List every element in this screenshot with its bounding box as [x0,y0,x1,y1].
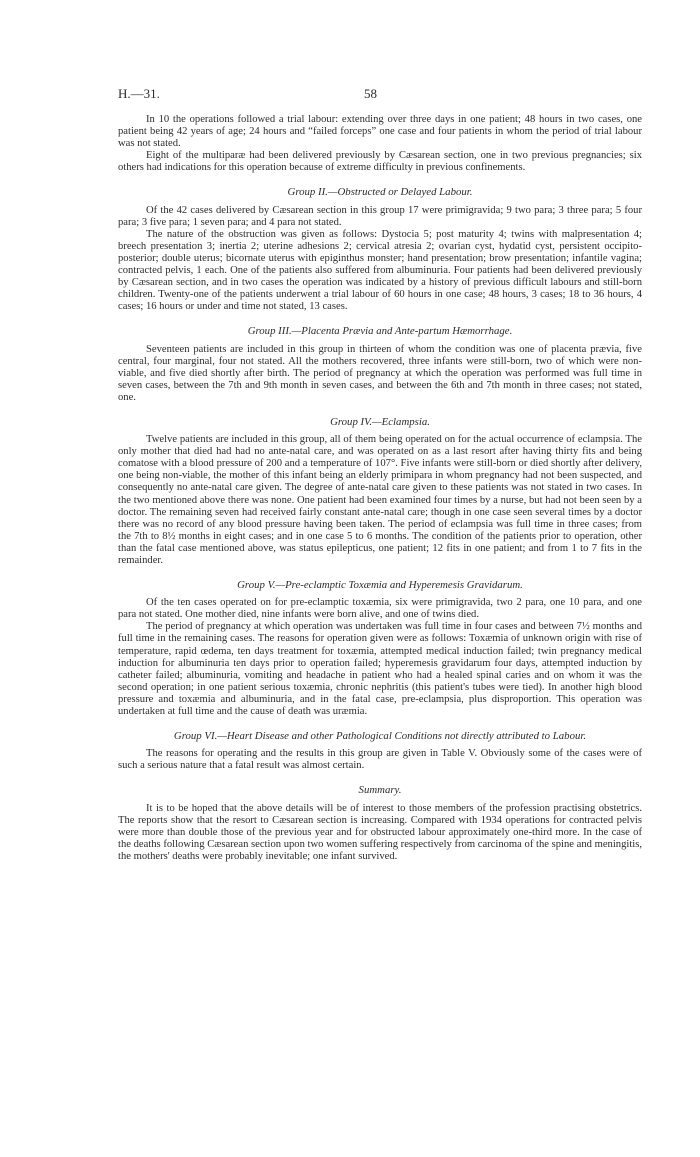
section-group-vi [118,730,642,772]
document-reference: H.—31. [118,86,160,101]
section-heading: Summary. [358,784,402,797]
document-body [118,114,642,863]
section-group-v [118,579,642,718]
paragraph: The period of pregnancy at which operation was undertaken was full time in four cases and between 7½ months and full time in the remaining cases. The reasons for operation given were as follows: Toxæmia of unknown origin with rise of temperature, rapid œdema, ten days treatment for toxæmia, attempted medical induction failed; twin pregnancy medical induction for albuminuria ten days prior to operation failed; hyperemesis gravidarum four days, attempted induction by catheter failed; albuminuria, vomiting and headache in patient who had a healed spinal caries and on whom it was the second operation; in one patient serious toxæmia, chronic nephritis (this patient's tubes were tied). In another high blood pressure and toxæmia and albuminuria, and in the fatal case, pre-eclampsia, plus disproportion. This operation was undertaken at full time and the cause of death was uræmia. [118,621,642,718]
paragraph: In 10 the operations followed a trial labour: extending over three days in one patient; 48 hours in two cases, one patient being 42 years of age; 24 hours and “failed forceps” one case and four patients in whom the period of trial labour was not stated. [118,114,642,150]
section-group-iii [118,325,642,404]
section-heading: Group IV.—Eclampsia. [330,415,430,428]
paragraph: Seventeen patients are included in this group in thirteen of whom the condition was one of placenta prævia, five central, four marginal, four not stated. All the mothers recovered, three infants were still-born, two of which were non-viable, and five died shortly after birth. The period of pregnancy at which the operation was performed was full time in seven cases, between the 7th and 9th month in seven cases, and between the 6th and 7th month in three cases; not stated, one. [118,343,642,403]
section-group-i-continued [118,114,642,174]
section-heading: Group V.—Pre-eclamptic Toxæmia and Hyperemesis Gravidarum. [237,579,523,592]
section-heading: Group III.—Placenta Prævia and Ante-partum Hæmorrhage. [247,325,513,338]
paragraph: Of the 42 cases delivered by Cæsarean section in this group 17 were primigravida; 9 two para; 3 three para; 5 four para; 3 five para; 1 seven para; and 4 para not stated. [118,204,642,228]
page-number: 58 [364,86,377,101]
paragraph: The nature of the obstruction was given as follows: Dystocia 5; post maturity 4; twins with malpresentation 4; breech presentation 3; inertia 2; uterine adhesions 2; cervical atresia 2; ovarian cyst, hydatid cyst, persistent occipito-posterior; double uterus; bicornate uterus with epiginthus monster; hand presentation; brow presentation; infantile vagina; contracted pelvis, 1 each. One of the patients also suffered from albuminuria. Four patients had been delivered previously by Cæsarean section, and in two cases the operation was indicated by a history of previous difficult labours and still-born children. Twenty-one of the patients underwent a trial labour of 60 hours in one case; 48 hours, 3 cases; 18 to 36 hours, 4 cases; 16 hours or under and time not stated, 13 cases. [118,228,642,313]
section-heading: Group II.—Obstructed or Delayed Labour. [287,186,473,199]
section-heading: Group VI.—Heart Disease and other Pathological Conditions not directly attributed to Labour. [173,730,587,743]
paragraph: Eight of the multiparæ had been delivered previously by Cæsarean section, one in two previous pregnancies; six others had indications for this operation because of extreme difficulty in previous confinements. [118,150,642,174]
paragraph: It is to be hoped that the above details will be of interest to those members of the profession practising obstetrics. The reports show that the resort to Cæsarean section is increasing. Compared with 1934 operations for contracted pelvis were more than double those of the previous year and for obstructed labour approximately one-third more. In the case of the deaths following Cæsarean section upon two women suffering respectively from carcinoma of the spine and meningitis, the mothers' deaths were probably inevitable; one infant survived. [118,802,642,862]
section-group-ii [118,186,642,313]
paragraph: The reasons for operating and the results in this group are given in Table V. Obviously some of the cases were of such a serious nature that a fatal result was almost certain. [118,748,642,772]
paragraph: Twelve patients are included in this group, all of them being operated on for the actual occurrence of eclampsia. The only mother that died had had no ante-natal care, and was operated on as a last resort after having thirty fits and being comatose with a blood pressure of 200 and a temperature of 107°. Five infants were still-born or died shortly after delivery, one being non-viable, the mother of this infant being an elderly primipara in whom pregnancy had not been suspected, and consequently no ante-natal care given. The degree of ante-natal care given to these patients was not stated in two cases. In the two mentioned above there was none. One patient had been examined four times by a nurse, but had not been seen by a doctor. The remaining seven had received fairly constant ante-natal care; though in one case seen several times by a doctor there was no record of any blood pressure having been taken. The period of eclampsia was full time in three cases; from the 7th to 8½ months in eight cases; and in one case 5 to 6 months. The condition of the patients prior to operation, other than the fatal case mentioned above, was status epilepticus, one patient; 12 fits in one patient; and from 1 to 7 fits in the remainder. [118,434,642,566]
paragraph: Of the ten cases operated on for pre-eclamptic toxæmia, six were primigravida, two 2 para, one 10 para, and one para not stated. One mother died, nine infants were born alive, and one of twins died. [118,597,642,621]
section-group-iv [118,416,642,567]
page-header [118,86,642,112]
section-summary [118,784,642,863]
